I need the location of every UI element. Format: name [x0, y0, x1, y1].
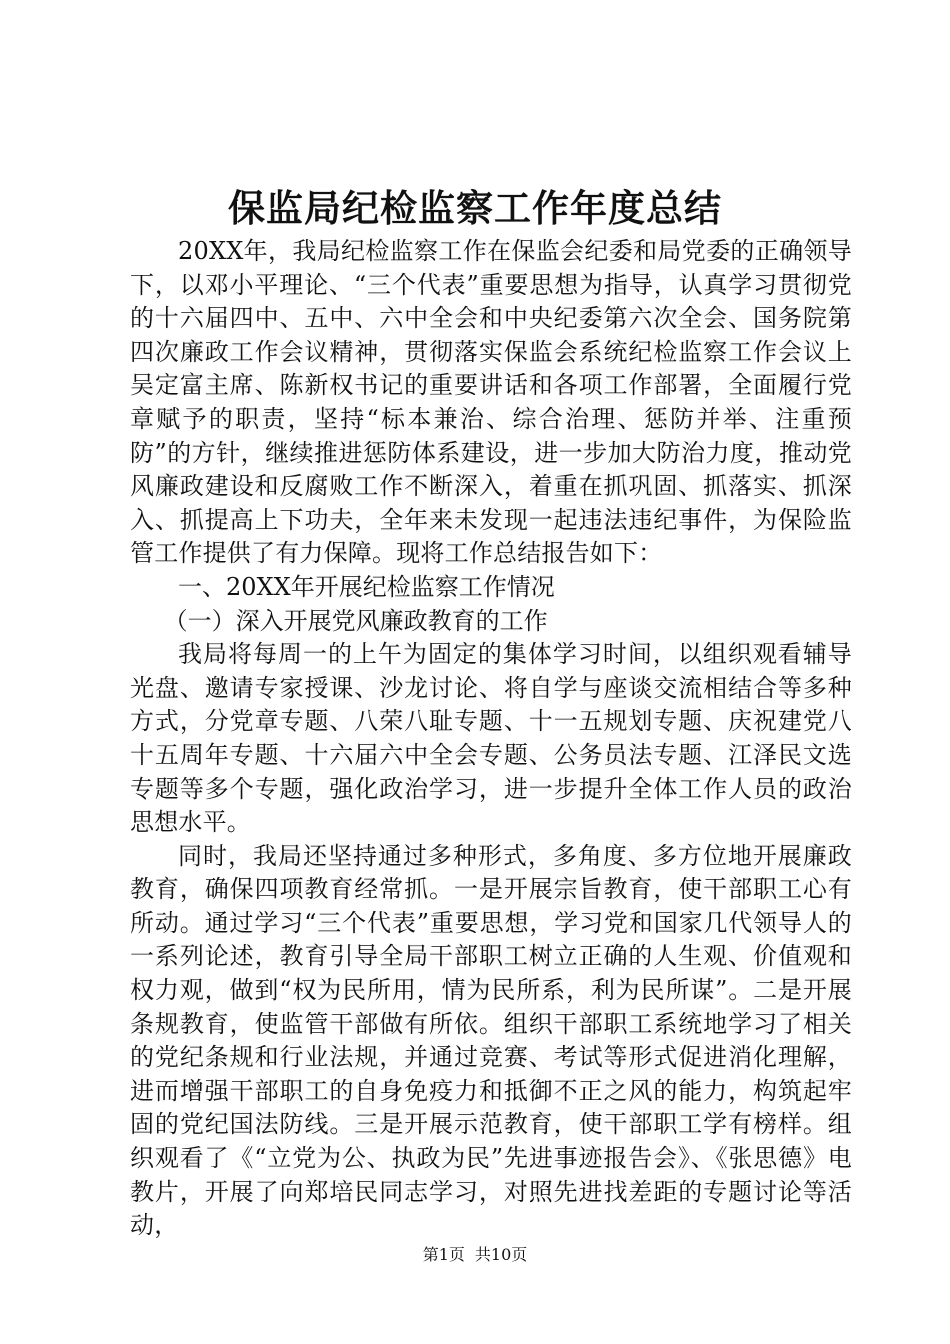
page-footer	[0, 1244, 950, 1266]
document-title: 保监局纪检监察工作年度总结	[228, 186, 722, 230]
section-heading: 一、20XX年开展纪检监察工作情况	[178, 572, 555, 601]
subsection-heading: （一）深入开展党风廉政教育的工作	[163, 606, 548, 635]
study-paragraph: 我局将每周一的上午为固定的集体学习时间，以组织观看辅导光盘、邀请专家授课、沙龙讨论、将自学与座谈交流相结合等多种方式，分党章专题、八荣八耻专题、十一五规划专题、庆祝建党八十五周年专题、十六届六中全会专题、公务员法专题、江泽民文选专题等多个专题，强化政治学习，进一步提升全体工作人员的政治思想水平。	[130, 640, 852, 837]
page-total: 共10页	[474, 1245, 528, 1264]
document-body	[130, 235, 852, 1243]
intro-paragraph: 20XX年，我局纪检监察工作在保监会纪委和局党委的正确领导下，以邓小平理论、“三个代表”重要思想为指导，认真学习贯彻党的十六届四中、五中、六中全会和中央纪委第六次全会、国务院第四次廉政工作会议精神，贯彻落实保监会系统纪检监察工作会议上吴定富主席、陈新权书记的重要讲话和各项工作部署，全面履行党章赋予的职责，坚持“标本兼治、综合治理、惩防并举、注重预防”的方针，继续推进惩防体系建设，进一步加大防治力度，推动党风廉政建设和反腐败工作不断深入，着重在抓巩固、抓落实、抓深入、抓提高上下功夫，全年来未发现一起违法违纪事件，为保险监管工作提供了有力保障。现将工作总结报告如下：	[130, 237, 852, 568]
page-number: 第1页	[422, 1245, 465, 1264]
education-paragraph: 同时，我局还坚持通过多种形式，多角度、多方位地开展廉政教育，确保四项教育经常抓。一是开展宗旨教育，使干部职工心有所动。通过学习“三个代表”重要思想，学习党和国家几代领导人的一系列论述，教育引导全局干部职工树立正确的人生观、价值观和权力观，做到“权为民所用，情为民所系，利为民所谋”。二是开展条规教育，使监管干部做有所依。组织干部职工系统地学习了相关的党纪条规和行业法规，并通过竞赛、考试等形式促进消化理解，进而增强干部职工的自身免疫力和抵御不正之风的能力，构筑起牢固的党纪国法防线。三是开展示范教育，使干部职工学有榜样。组织观看了《“立党为公、执政为民”先进事迹报告会》、《张思德》电教片，开展了向郑培民同志学习，对照先进找差距的专题讨论等活动，	[130, 841, 852, 1240]
